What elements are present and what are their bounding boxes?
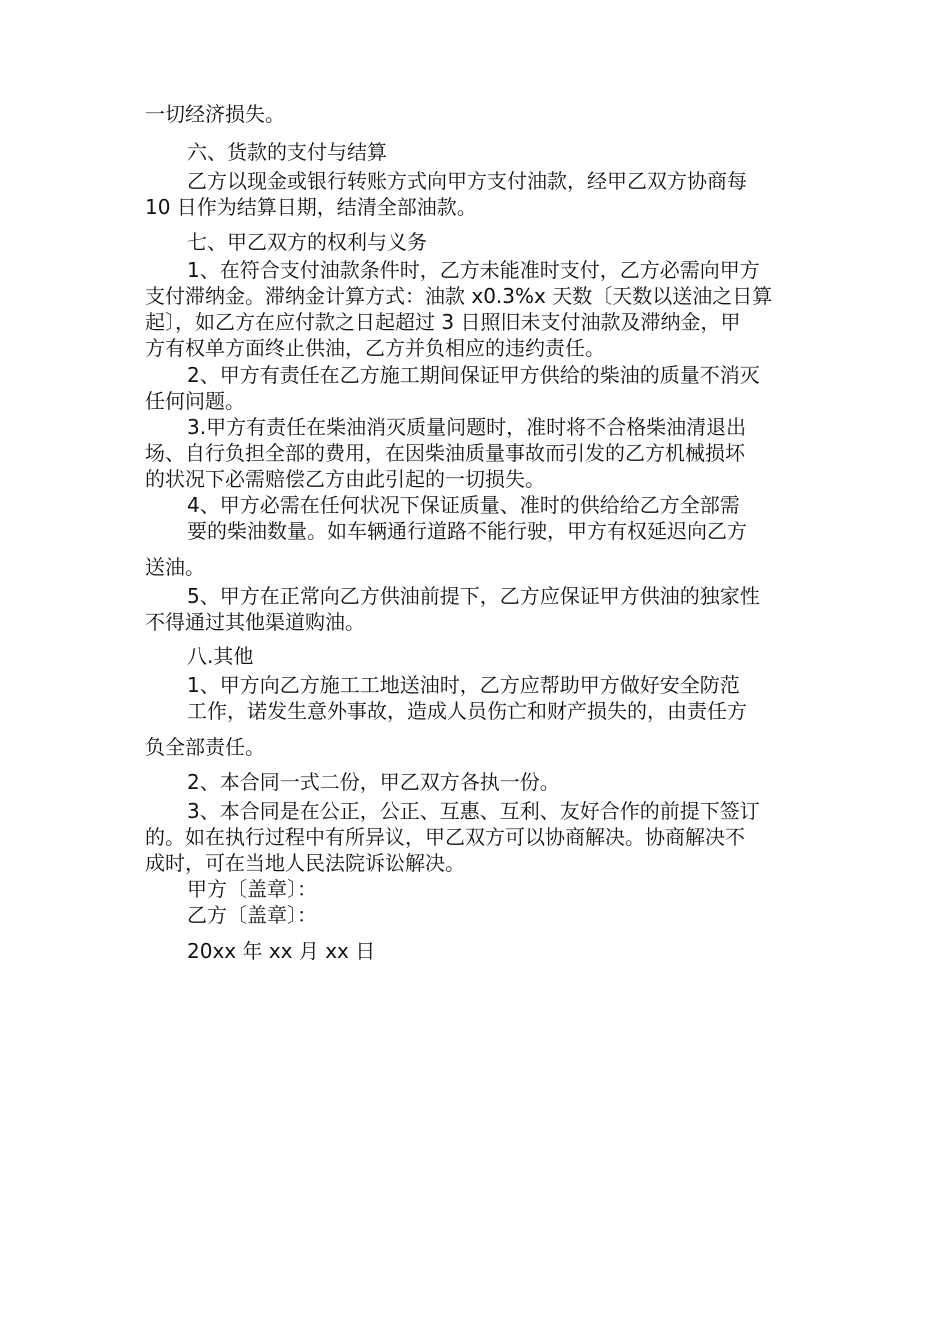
- section-heading: 七、甲乙双方的权利与义务: [187, 230, 427, 254]
- text-line: 1、甲方向乙方施工工地送油时，乙方应帮助甲方做好安全防范: [187, 673, 740, 697]
- text-line: 方有权单方面终止供油，乙方并负相应的违约责任。: [145, 336, 605, 360]
- text-line: 场、自行负担全部的费用，在因柴油质量事故而引发的乙方机械损坏: [145, 441, 745, 465]
- date-line: 20xx 年 xx 月 xx 日: [187, 939, 376, 963]
- section-heading: 八.其他: [187, 644, 254, 668]
- text-line: 要的柴油数量。如车辆通行道路不能行驶，甲方有权延迟向乙方: [187, 519, 747, 543]
- text-line: 3、本合同是在公正，公正、互惠、互利、友好合作的前提下签订: [187, 799, 760, 823]
- text-line: 负全部责任。: [145, 735, 265, 759]
- text-line: 起〕，如乙方在应付款之日起超过 3 日照旧未支付油款及滞纳金，甲: [145, 310, 741, 334]
- text-line: 工作，诺发生意外事故，造成人员伤亡和财产损失的，由责任方: [187, 699, 747, 723]
- text-line: 1、在符合支付油款条件时，乙方未能准时支付，乙方必需向甲方: [187, 258, 760, 282]
- signature-line-party-b: 乙方〔盖章〕：: [187, 903, 317, 927]
- text-line: 成时，可在当地人民法院诉讼解决。: [145, 851, 465, 875]
- signature-line-party-a: 甲方〔盖章〕：: [187, 877, 317, 901]
- text-line: 的状况下必需赔偿乙方由此引起的一切损失。: [145, 467, 545, 491]
- section-heading: 六、货款的支付与结算: [187, 140, 387, 164]
- text-line: 2、甲方有责任在乙方施工期间保证甲方供给的柴油的质量不消灭: [187, 363, 760, 387]
- text-line: 任何问题。: [145, 389, 245, 413]
- text-line: 送油。: [145, 555, 205, 579]
- text-line: 不得通过其他渠道购油。: [145, 610, 365, 634]
- text-line: 5、甲方在正常向乙方供油前提下，乙方应保证甲方供油的独家性: [187, 584, 760, 608]
- text-line: 2、本合同一式二份，甲乙双方各执一份。: [187, 770, 560, 794]
- text-line: 一切经济损失。: [145, 102, 285, 126]
- text-line: 的。如在执行过程中有所异议，甲乙双方可以协商解决。协商解决不: [145, 825, 745, 849]
- text-line: 乙方以现金或银行转账方式向甲方支付油款，经甲乙双方协商每: [187, 169, 747, 193]
- text-line: 4、甲方必需在任何状况下保证质量、准时的供给给乙方全部需: [187, 493, 740, 517]
- text-line: 支付滞纳金。滞纳金计算方式：油款 x0.3%x 天数〔天数以送油之日算: [145, 284, 773, 308]
- text-line: 10 日作为结算日期，结清全部油款。: [145, 195, 477, 219]
- text-line: 3.甲方有责任在柴油消灭质量问题时，准时将不合格柴油清退出: [187, 415, 747, 439]
